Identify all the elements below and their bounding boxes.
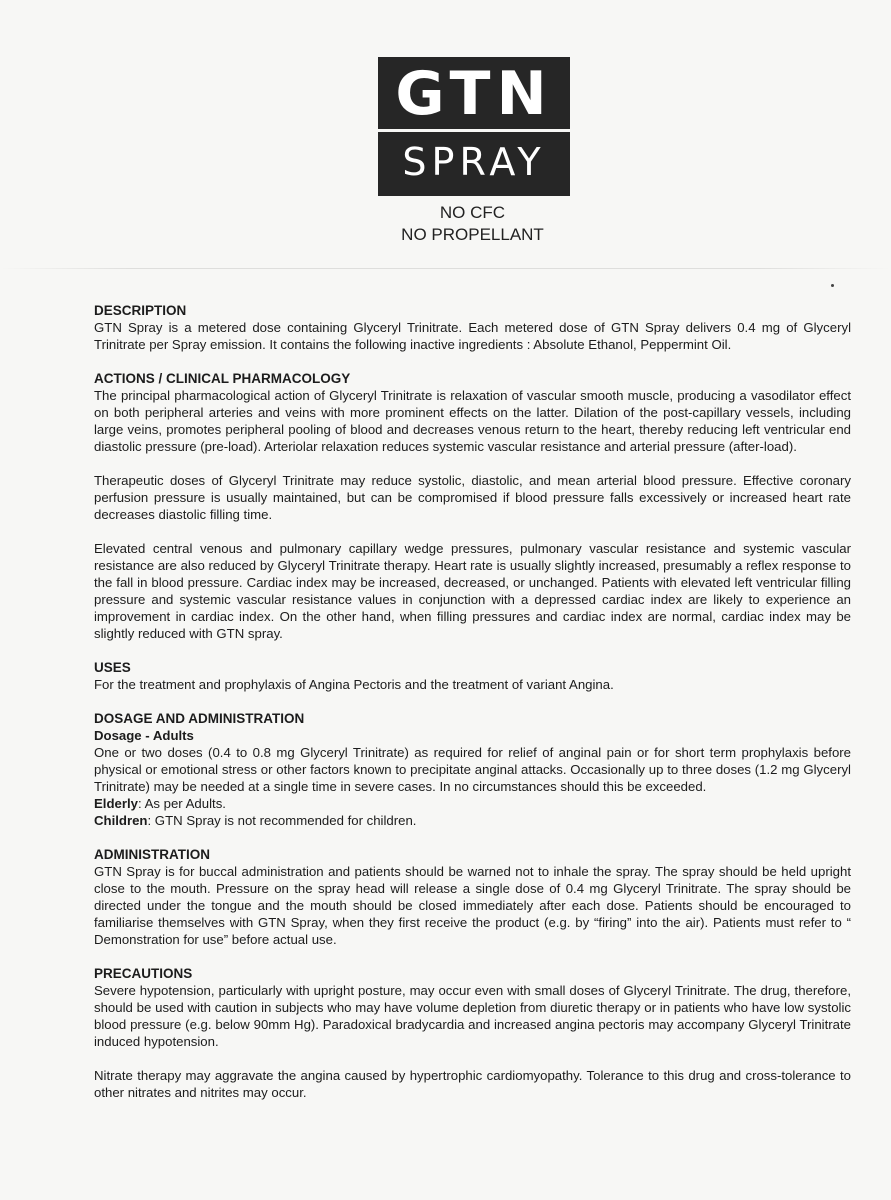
dosage-children: [94, 812, 851, 829]
section-precautions: [94, 965, 851, 1101]
tagline-no-cfc: NO CFC: [439, 203, 506, 222]
section-description: [94, 302, 851, 353]
heading-precautions: PRECAUTIONS: [94, 966, 193, 981]
description-text: GTN Spray is a metered dose containing Glyceryl Trinitrate. Each metered dose of GTN Spray delivers 0.4 mg of Glyceryl Trinitrate per Spray emission. It contains the following inactive ingredients : Absolute Ethanol, Peppermint Oil.: [94, 320, 851, 352]
precautions-paragraph-2: Nitrate therapy may aggravate the angina caused by hypertrophic cardiomyopathy. Tolerance to this drug and cross-tolerance to other nitrates and nitrites may occur.: [94, 1068, 851, 1100]
dosage-adults-text: One or two doses (0.4 to 0.8 mg Glyceryl Trinitrate) as required for relief of anginal pain or for short term prophylaxis before physical or emotional stress or other factors known to precipitate anginal attacks. Occasionally up to three doses (1.2 mg Glyceryl Trinitrate) may be needed at a single time in severe cases. In no circumstances should this be exceeded.: [94, 745, 851, 794]
children-label: Children: [94, 813, 148, 828]
elderly-text: : As per Adults.: [137, 796, 226, 811]
dosage-elderly: [94, 795, 851, 812]
actions-paragraph-2: Therapeutic doses of Glyceryl Trinitrate may reduce systolic, diastolic, and mean arterial blood pressure. Effective coronary perfusion pressure is usually maintained, but can be compromised if blood pressure falls excessively or increased heart rate decreases diastolic filling time.: [94, 473, 851, 522]
section-dosage: [94, 710, 851, 829]
logo-spray-text: SPRAY: [402, 140, 546, 184]
heading-administration: ADMINISTRATION: [94, 847, 210, 862]
elderly-label: Elderly: [94, 796, 138, 811]
administration-text: GTN Spray is for buccal administration and patients should be warned not to inhale the spray. The spray should be held upright close to the mouth. Pressure on the spray head will release a single dose of 0.4 mg Glyceryl Trinitrate. The spray should be directed under the tongue and the mouth should be closed immediately after each dose. Patients should be encouraged to familiarise themselves with GTN Spray, when they first receive the product (e.g. by “firing” into the air). Patients must refer to “ Demonstration for use” before actual use.: [94, 864, 851, 947]
subheading-dosage-adults: Dosage - Adults: [94, 728, 194, 743]
leaflet-body: [94, 302, 851, 1118]
header-divider: [0, 268, 891, 269]
children-text: : GTN Spray is not recommended for children.: [147, 813, 417, 828]
logo-gtn-text: GTN: [395, 59, 553, 129]
heading-dosage: DOSAGE AND ADMINISTRATION: [94, 711, 305, 726]
uses-text: For the treatment and prophylaxis of Angina Pectoris and the treatment of variant Angina.: [94, 677, 614, 692]
heading-uses: USES: [94, 660, 131, 675]
section-uses: [94, 659, 851, 693]
section-actions: [94, 370, 851, 642]
gtn-spray-logo: [378, 57, 570, 196]
tagline-no-propellant: NO PROPELLANT: [401, 225, 544, 244]
actions-paragraph-3: Elevated central venous and pulmonary capillary wedge pressures, pulmonary vascular resistance and systemic vascular resistance are also reduced by Glyceryl Trinitrate therapy. Heart rate is usually slightly increased, presumably a reflex response to the fall in blood pressure. Cardiac index may be increased, decreased, or unchanged. Patients with elevated left ventricular filling pressure and systemic vascular resistance values in conjunction with a depressed cardiac index are likely to experience an improvement in cardiac index. On the other hand, when filling pressures and cardiac index are normal, cardiac index may be slightly reduced with GTN spray.: [94, 541, 851, 641]
speck: [831, 284, 834, 287]
precautions-paragraph-1: Severe hypotension, particularly with upright posture, may occur even with small doses of Glyceryl Trinitrate. The drug, therefore, should be used with caution in subjects who may have volume depletion from diuretic therapy or in patients who have low systolic blood pressure (e.g. below 90mm Hg). Paradoxical bradycardia and increased angina pectoris may accompany Glyceryl Trinitrate induced hypotension.: [94, 983, 851, 1049]
actions-paragraph-1: The principal pharmacological action of Glyceryl Trinitrate is relaxation of vascular smooth muscle, producing a vasodilator effect on both peripheral arteries and veins with more prominent effects on the latter. Dilation of the post-capillary vessels, including large veins, promotes peripheral pooling of blood and decreases venous return to the heart, thereby reducing left ventricular end diastolic pressure (pre-load). Arteriolar relaxation reduces systemic vascular resistance and arterial pressure (after-load).: [94, 388, 851, 454]
heading-description: DESCRIPTION: [94, 303, 187, 318]
heading-actions: ACTIONS / CLINICAL PHARMACOLOGY: [94, 371, 351, 386]
section-administration: [94, 846, 851, 948]
